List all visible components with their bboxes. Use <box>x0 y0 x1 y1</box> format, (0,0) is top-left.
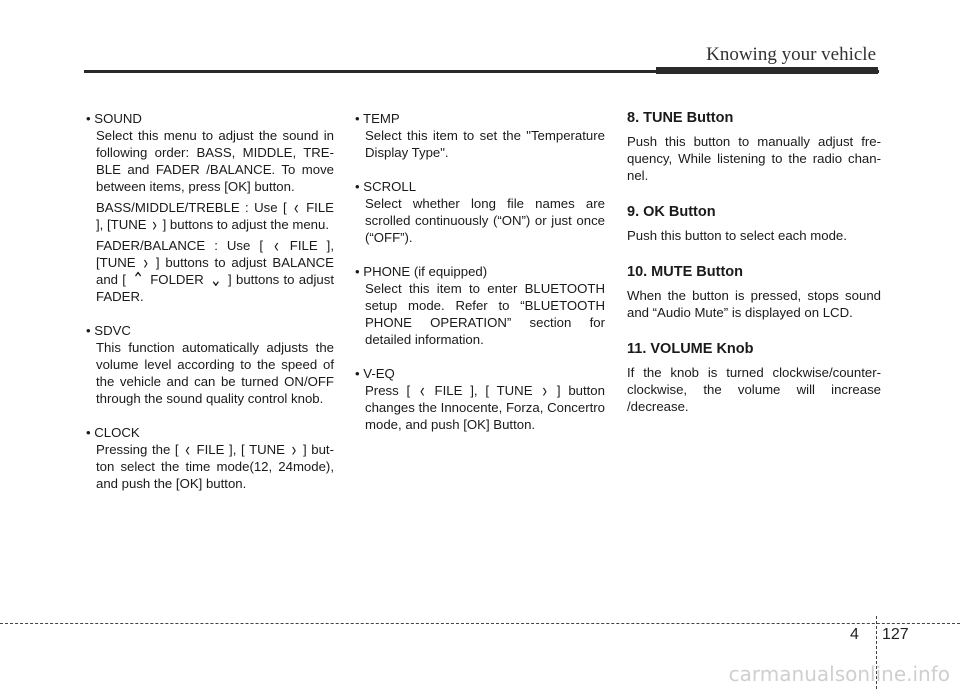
item-body: Select this item to set the "Temperature Display Type". <box>365 128 605 160</box>
section-mute-button <box>627 264 881 321</box>
item-title: • CLOCK <box>86 424 334 441</box>
item-title: • SOUND <box>86 110 334 127</box>
section-body: Push this button to manually adjust fre- quency, While listening to the radio chan- nel. <box>627 134 881 183</box>
column-3 <box>627 110 881 435</box>
item-temp <box>355 110 605 161</box>
chevron-right-icon: › <box>291 437 297 461</box>
chevron-left-icon: ‹ <box>185 437 190 461</box>
section-heading: 10. MUTE Button <box>627 264 743 280</box>
sound-fader-desc: FADER/BALANCE : Use [ ‹ FILE ], [TUNE › ] buttons to adjust BALANCE and [ ⌃ FOLDER ⌄ ] buttons to adjust FADER. <box>96 233 335 304</box>
item-sdvc <box>86 322 334 407</box>
item-clock <box>86 424 334 492</box>
item-body: Select this item to enter BLUETOOTH setup mode. Refer to “BLUETOOTH PHONE OPERATION” section for detailed information. <box>365 281 605 347</box>
chevron-right-icon: › <box>143 250 149 274</box>
item-sound <box>86 110 334 305</box>
item-body: This function automatically adjusts the volume level according to the speed of the vehicle and can be turned ON/OFF through the sound quality control knob. <box>96 340 334 406</box>
section-heading: 11. VOLUME Knob <box>627 341 754 357</box>
item-veq <box>355 365 605 433</box>
chevron-up-icon: ⌃ <box>132 267 144 291</box>
item-title: • V-EQ <box>355 365 605 382</box>
chapter-number: 4 <box>850 626 859 643</box>
item-title: • SDVC <box>86 322 334 339</box>
column-2 <box>355 110 605 450</box>
item-title: • SCROLL <box>355 178 605 195</box>
section-body: When the button is pressed, stops sound and “Audio Mute” is displayed on LCD. <box>627 288 881 320</box>
chevron-left-icon: ‹ <box>294 195 299 219</box>
item-body: Select whether long file names are scrolled continuously (“ON”) or just once (“OFF”). <box>365 196 605 245</box>
chevron-right-icon: › <box>542 378 547 402</box>
sound-bass-desc: BASS/MIDDLE/TREBLE : Use [ ‹ FILE ], [TUNE › ] buttons to adjust the menu. <box>96 195 334 236</box>
sound-desc: Select this menu to adjust the sound in following order: BASS, MIDDLE, TRE- BLE and FADER /BALANCE. To move between items, press [OK] button. <box>96 128 334 194</box>
item-phone <box>355 263 605 348</box>
header-rule-thick <box>656 67 878 74</box>
item-title: • TEMP <box>355 110 605 127</box>
section-heading: 8. TUNE Button <box>627 110 734 126</box>
section-volume-knob <box>627 341 881 415</box>
item-body: Pressing the [ ‹ FILE ], [ TUNE › ] but- ton select the time mode(12, 24mode), and push the [OK] button. <box>96 437 334 491</box>
section-ok-button <box>627 204 881 244</box>
chevron-left-icon: ‹ <box>274 233 279 257</box>
item-scroll <box>355 178 605 246</box>
footer-rule <box>0 623 960 624</box>
page-number: 127 <box>882 626 909 643</box>
column-1 <box>86 110 334 509</box>
section-body: If the knob is turned clockwise/counter- clockwise, the volume will increase /decrease. <box>627 365 881 414</box>
chevron-right-icon: › <box>152 212 157 236</box>
chevron-left-icon: ‹ <box>420 378 425 402</box>
section-body: Push this button to select each mode. <box>627 228 847 243</box>
item-body: Press [ ‹ FILE ], [ TUNE › ] button changes the Innocente, Forza, Concertro mode, and push [OK] Button. <box>365 378 605 432</box>
header-title: Knowing your vehicle <box>706 44 876 65</box>
section-tune-button <box>627 110 881 184</box>
item-title: • PHONE (if equipped) <box>355 263 605 280</box>
section-heading: 9. OK Button <box>627 204 716 220</box>
item-body <box>86 127 334 305</box>
watermark: carmanualsonline.info <box>728 662 950 686</box>
chevron-down-icon: ⌄ <box>210 267 222 291</box>
